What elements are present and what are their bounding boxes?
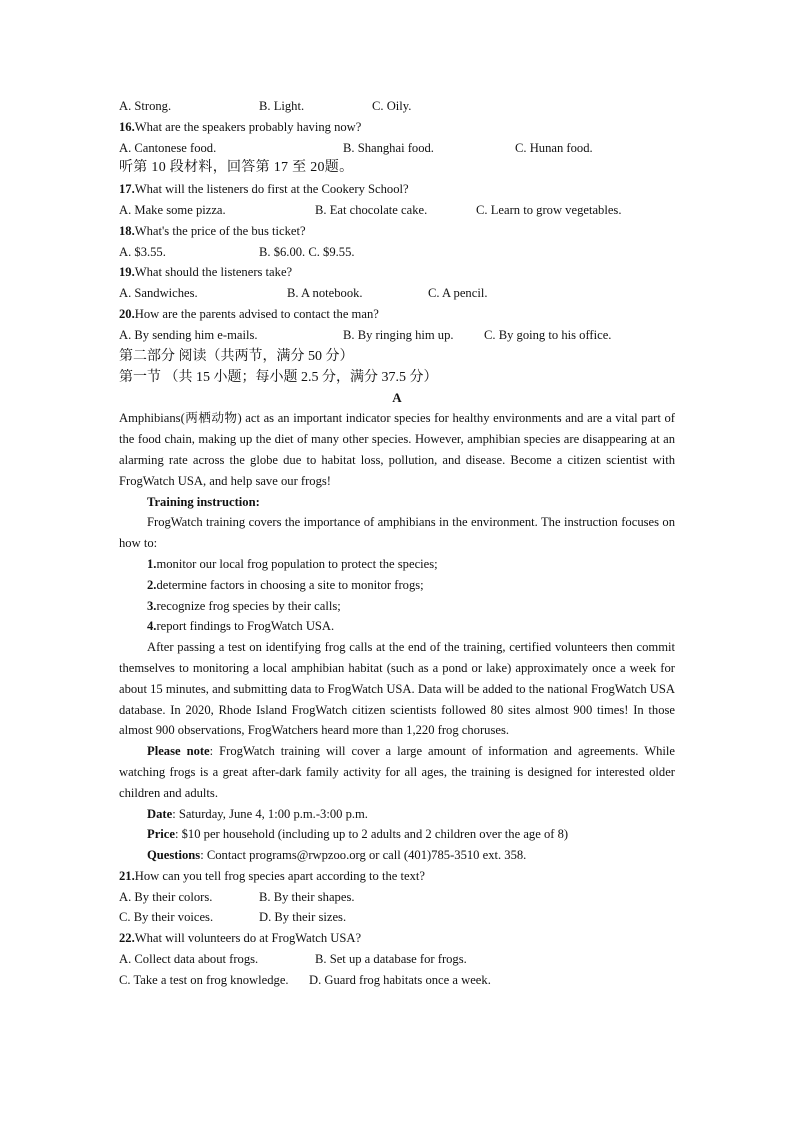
q22-text: What will volunteers do at FrogWatch USA? [134, 931, 362, 946]
part-two-heading: 第二部分 阅读（共两节，满分 50 分） [119, 348, 354, 364]
listening-instruction: 听第 10 段材料，回答第 17 至 20题。 [119, 160, 354, 176]
list-item [119, 596, 675, 617]
q17-stem [119, 179, 675, 200]
q22-option-b: B. Set up a database for frogs. [315, 952, 467, 967]
q21-options-row2 [119, 907, 675, 928]
q18-options [119, 242, 675, 263]
q16-option-b: B. Shanghai food. [343, 140, 434, 155]
list-item-text: report findings to FrogWatch USA. [156, 619, 335, 634]
q21-number: 21. [119, 868, 135, 883]
q21-text: How can you tell frog species apart according to the text? [134, 868, 425, 883]
list-item-text: determine factors in choosing a site to monitor frogs; [156, 577, 424, 592]
price-text: : $10 per household (including up to 2 adults and 2 children over the age of 8) [174, 827, 569, 842]
q18-number: 18. [119, 223, 135, 238]
training-heading: Training instruction: [147, 494, 260, 509]
q20-text: How are the parents advised to contact the man? [134, 306, 379, 321]
q22-options-row1 [119, 949, 675, 970]
q21-option-d: D. By their sizes. [259, 910, 347, 925]
q19-text: What should the listeners take? [134, 265, 293, 280]
q19-option-b: B. A notebook. [287, 286, 363, 301]
list-item-number: 4. [147, 619, 157, 634]
q19-number: 19. [119, 265, 135, 280]
q15-option-a: A. Strong. [119, 99, 172, 113]
list-item-text: monitor our local frog population to protect the species; [156, 556, 438, 571]
q19-stem [119, 262, 675, 283]
q16-option-a: A. Cantonese food. [119, 140, 217, 155]
questions-line [119, 845, 675, 866]
q21-option-a: A. By their colors. [119, 889, 213, 904]
date-text: : Saturday, June 4, 1:00 p.m.-3:00 p.m. [172, 806, 368, 821]
intro-paragraph: Amphibians(两栖动物) act as an important indicator species for healthy environments and are a vital part of the food chain, making up the diet of many other species. However, amphibian species are disappearing at an alarming rate across the globe due to habitat loss, pollution, and disease. Become a citizen scientist with FrogWatch USA, and help save our frogs! [119, 411, 675, 488]
q19-option-c: C. A pencil. [428, 286, 488, 301]
date-label: Date [147, 806, 173, 821]
q22-option-d: D. Guard frog habitats once a week. [309, 972, 491, 987]
q21-option-b: B. By their shapes. [259, 889, 355, 904]
list-item [119, 575, 675, 596]
q17-number: 17. [119, 182, 135, 197]
q16-stem [119, 117, 675, 138]
training-paragraph: FrogWatch training covers the importance of amphibians in the environment. The instruction focuses on how to: [119, 515, 675, 551]
q19-option-a: A. Sandwiches. [119, 286, 198, 301]
note-label: Please note [147, 744, 210, 759]
q18-text: What's the price of the bus ticket? [134, 223, 306, 238]
q20-option-a: A. By sending him e-mails. [119, 327, 258, 342]
q20-option-b: B. By ringing him up. [343, 327, 454, 342]
q15-options [119, 96, 675, 117]
q16-options [119, 138, 675, 159]
q19-options [119, 283, 675, 304]
q22-number: 22. [119, 931, 135, 946]
q18-option-a: A. $3.55. [119, 244, 166, 259]
list-item [119, 554, 675, 575]
note-paragraph [119, 741, 675, 803]
q17-option-c: C. Learn to grow vegetables. [476, 202, 622, 217]
q16-option-c: C. Hunan food. [515, 140, 593, 155]
q17-option-b: B. Eat chocolate cake. [315, 202, 428, 217]
q21-stem [119, 866, 675, 887]
q16-number: 16. [119, 119, 135, 134]
q15-option-c: C. Oily. [372, 99, 412, 113]
note-text: : FrogWatch training will cover a large amount of information and agreements. While watching frogs is a great after-dark family activity for all ages, the training is designed for interested older children and adults. [119, 744, 675, 800]
q18-stem [119, 221, 675, 242]
section-one-heading: 第一节 （共 15 小题；每小题 2.5 分，满分 37.5 分） [119, 369, 438, 385]
questions-text: : Contact programs@rwpzoo.org or call (401)785-3510 ext. 358. [200, 848, 527, 863]
price-line [119, 824, 675, 845]
q20-stem [119, 304, 675, 325]
after-training-paragraph: After passing a test on identifying frog calls at the end of the training, certified volunteers then commit themselves to monitoring a local amphibian habitat (such as a pond or lake) approximately once a week for about 15 minutes, and submitting data to FrogWatch USA. Data will be added to the national FrogWatch USA database. In 2020, Rhode Island FrogWatch citizen scientists followed 80 sites almost 900 times! In those almost 900 observations, FrogWatchers heard more than 1,220 frog choruses. [119, 640, 675, 738]
price-label: Price [147, 827, 175, 842]
q17-option-a: A. Make some pizza. [119, 202, 226, 217]
list-item-number: 1. [147, 556, 157, 571]
q22-options-row2 [119, 970, 675, 991]
q17-text: What will the listeners do first at the Cookery School? [134, 182, 409, 197]
list-item-number: 2. [147, 577, 157, 592]
q20-option-c: C. By going to his office. [484, 327, 612, 342]
q21-option-c: C. By their voices. [119, 910, 214, 925]
passage-title: A [392, 389, 402, 405]
q20-options [119, 325, 675, 346]
q15-option-b: B. Light. [259, 99, 305, 113]
q22-stem [119, 928, 675, 949]
date-line [119, 804, 675, 825]
q20-number: 20. [119, 306, 135, 321]
q22-option-a: A. Collect data about frogs. [119, 952, 259, 967]
page-content [119, 96, 675, 991]
list-item-number: 3. [147, 598, 157, 613]
q17-options [119, 200, 675, 221]
list-item [119, 616, 675, 637]
q16-text: What are the speakers probably having now? [134, 119, 362, 134]
q21-options-row1 [119, 887, 675, 908]
list-item-text: recognize frog species by their calls; [156, 598, 341, 613]
questions-label: Questions [147, 848, 201, 863]
q18-option-bc: B. $6.00. C. $9.55. [259, 244, 355, 259]
q22-option-c: C. Take a test on frog knowledge. [119, 972, 289, 987]
